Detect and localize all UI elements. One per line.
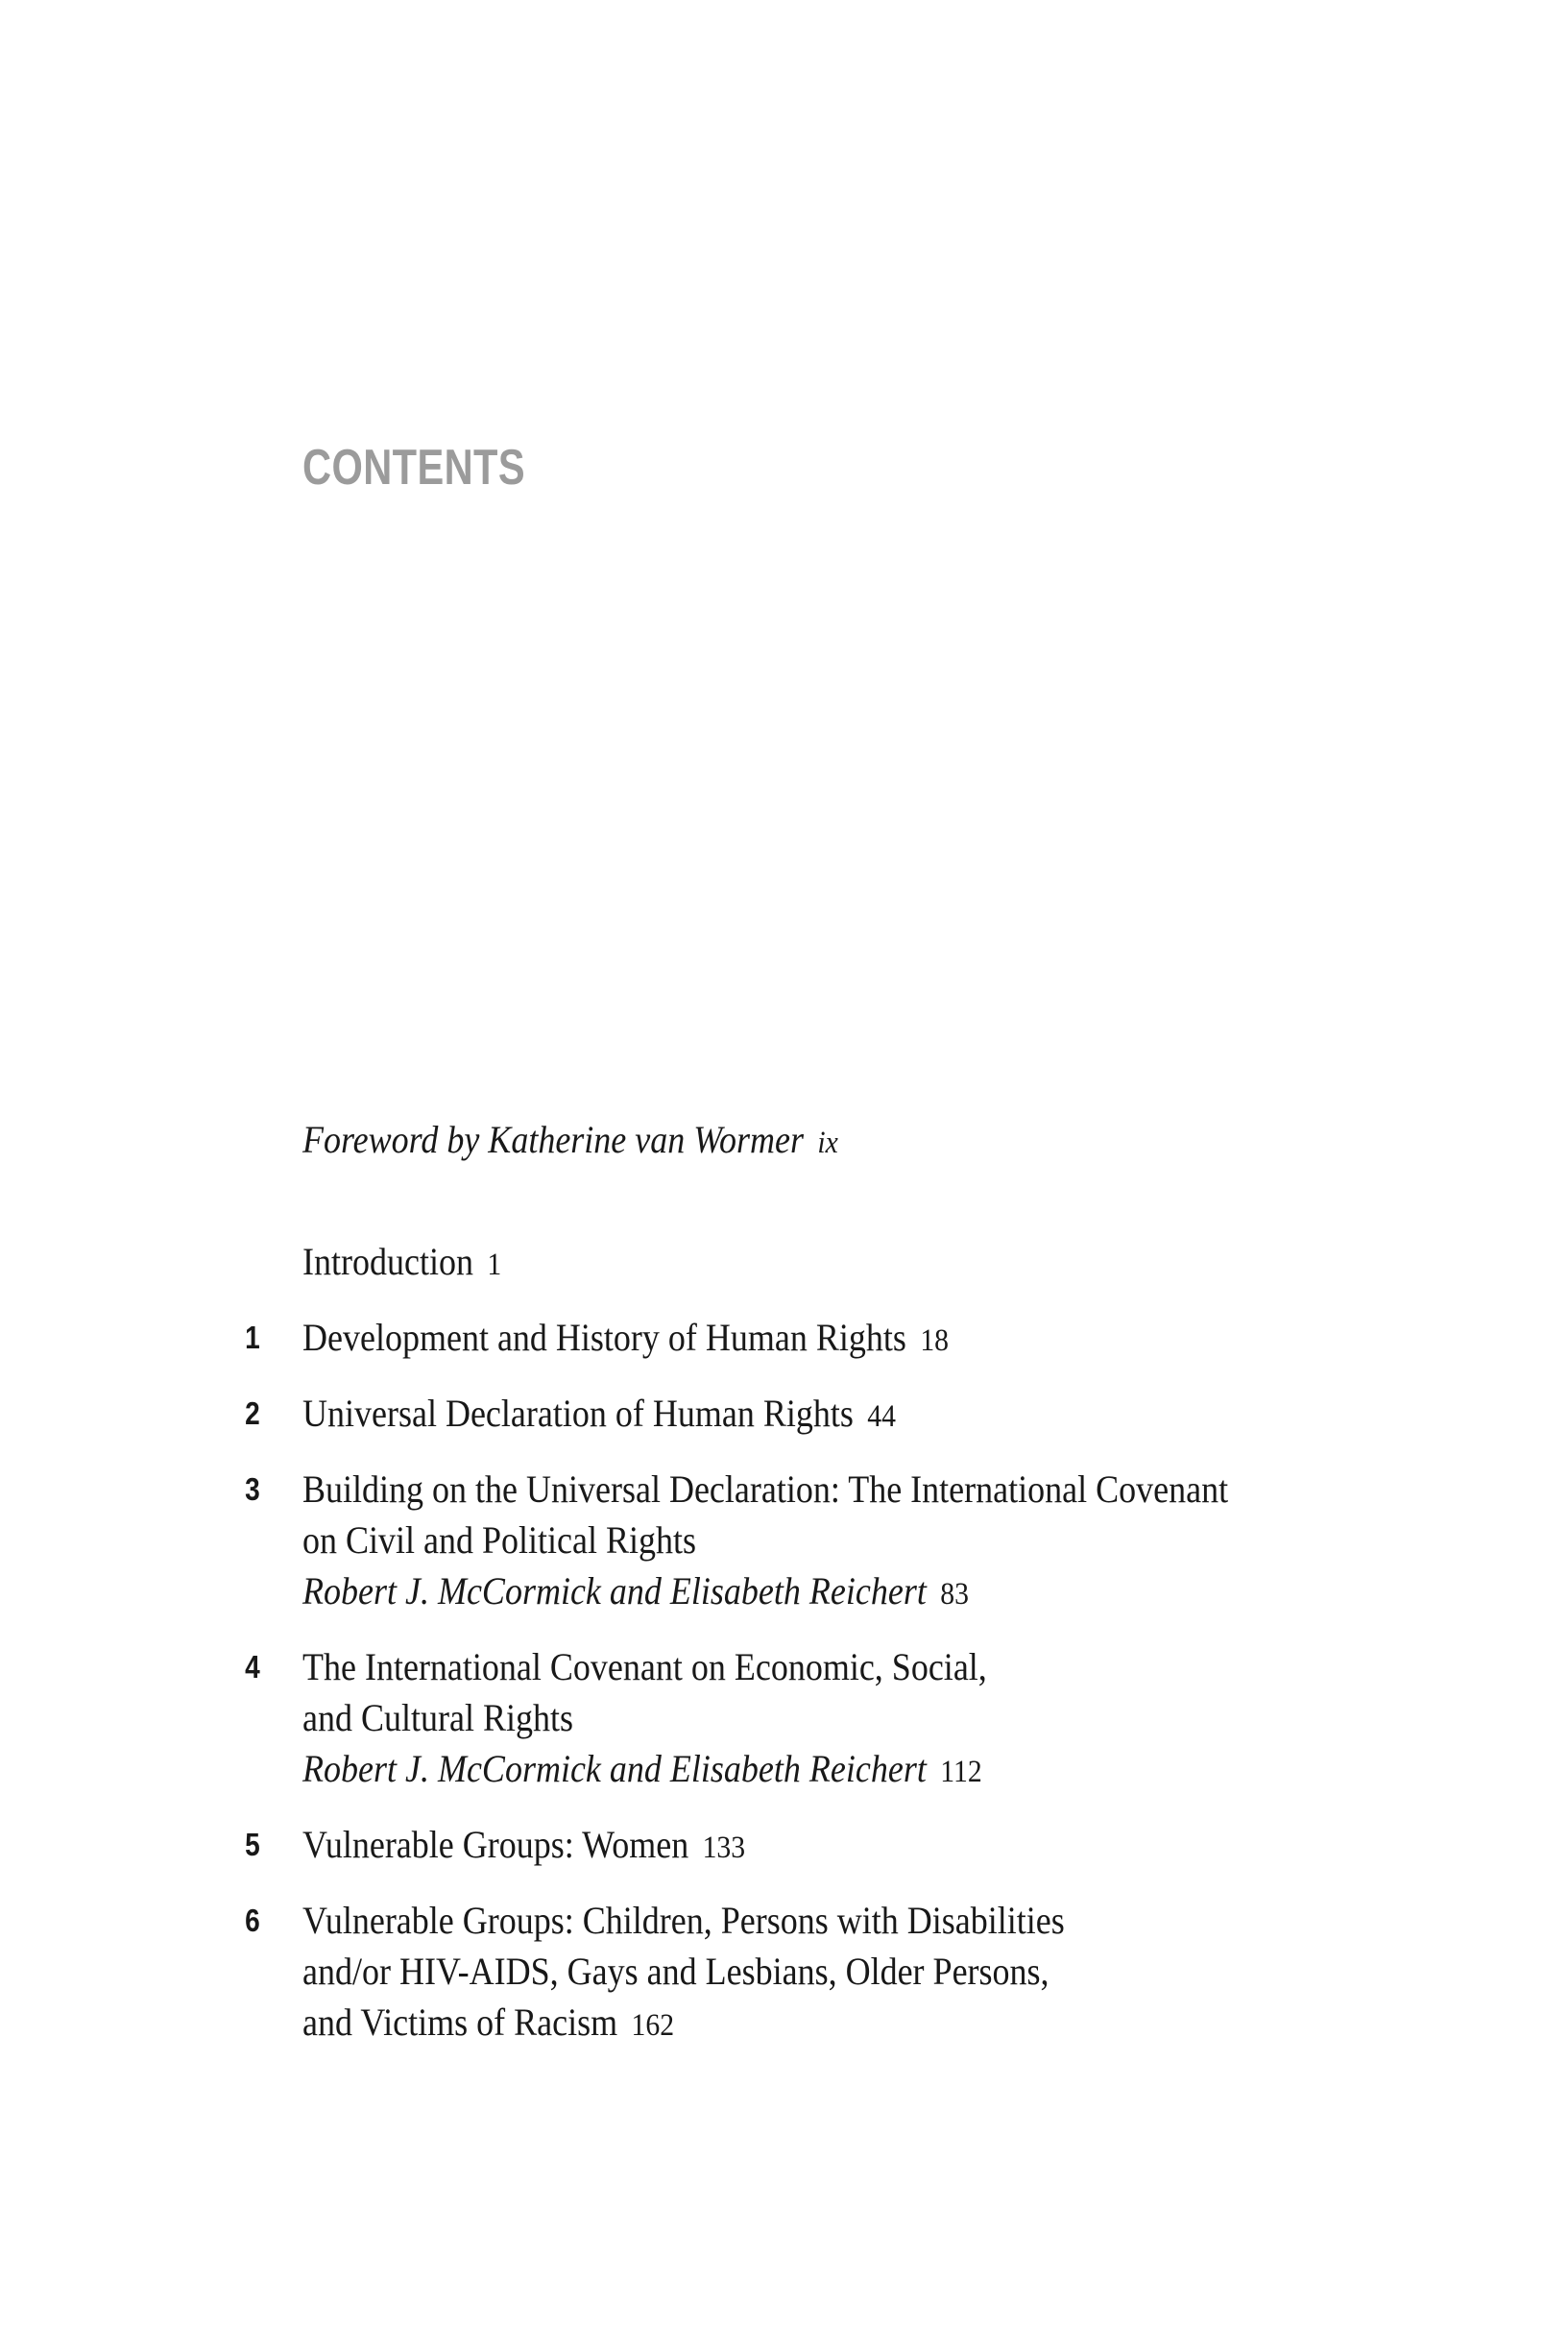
entry-title: Universal Declaration of Human Rights	[302, 1392, 854, 1435]
toc-entry-chapter-3	[240, 1464, 1527, 1616]
entry-title: The International Covenant on Economic, Social,	[302, 1645, 987, 1688]
entry-title: Vulnerable Groups: Women	[302, 1823, 689, 1866]
entry-line	[302, 1819, 1527, 1870]
entry-lines	[302, 1114, 1527, 1165]
entry-title: Introduction	[302, 1240, 473, 1283]
entry-line	[302, 1312, 1527, 1363]
entry-lines	[302, 1236, 1527, 1287]
toc-entry-chapter-2	[240, 1388, 1527, 1439]
toc-entry-chapter-5	[240, 1819, 1527, 1870]
entry-title: and Victims of Racism	[302, 2000, 618, 2044]
entry-title: Vulnerable Groups: Children, Persons with Disabilities	[302, 1899, 1065, 1942]
page-number: 18	[920, 1323, 950, 1358]
chapter-number: 6	[245, 1903, 260, 1938]
entry-title: and/or HIV-AIDS, Gays and Lesbians, Older Persons,	[302, 1950, 1049, 1993]
page-number: 44	[867, 1399, 896, 1434]
entry-lines	[302, 1895, 1527, 2048]
entry-line	[302, 1895, 1527, 1946]
entry-line	[302, 1464, 1527, 1515]
table-of-contents	[240, 1114, 1527, 2073]
toc-entry-chapter-1	[240, 1312, 1527, 1363]
entry-line	[302, 1641, 1527, 1692]
entry-authors-line	[302, 1743, 1527, 1794]
entry-line	[302, 1388, 1527, 1439]
entry-line	[302, 1236, 1527, 1287]
chapter-number: 1	[245, 1320, 260, 1355]
entry-title: Foreword by Katherine van Wormer	[302, 1118, 804, 1161]
entry-lines	[302, 1464, 1527, 1616]
entry-authors: Robert J. McCormick and Elisabeth Reichert	[302, 1747, 927, 1790]
page-number: 133	[702, 1831, 746, 1865]
toc-entry-foreword	[240, 1114, 1527, 1165]
toc-entry-introduction	[240, 1236, 1527, 1287]
page-title: CONTENTS	[302, 440, 525, 496]
entry-title: on Civil and Political Rights	[302, 1518, 697, 1562]
entry-authors-line	[302, 1565, 1527, 1616]
toc-entry-chapter-6	[240, 1895, 1527, 2048]
chapter-number: 5	[245, 1827, 260, 1862]
entry-line	[302, 1515, 1527, 1565]
entry-lines	[302, 1641, 1527, 1794]
chapter-number: 3	[245, 1471, 260, 1507]
entry-lines	[302, 1819, 1527, 1870]
entry-authors: Robert J. McCormick and Elisabeth Reichert	[302, 1569, 927, 1612]
entry-line	[302, 1692, 1527, 1743]
entry-line	[302, 1997, 1527, 2048]
chapter-number: 2	[245, 1395, 260, 1431]
entry-line	[302, 1946, 1527, 1997]
page-number: 83	[940, 1577, 969, 1612]
page-number: 112	[940, 1755, 982, 1789]
toc-entry-chapter-4	[240, 1641, 1527, 1794]
entry-title: and Cultural Rights	[302, 1696, 573, 1739]
page-number: 162	[631, 2008, 675, 2043]
page-number: ix	[817, 1126, 838, 1160]
entry-lines	[302, 1312, 1527, 1363]
entry-title: Building on the Universal Declaration: The International Covenant	[302, 1467, 1229, 1511]
chapter-number: 4	[245, 1649, 260, 1685]
entry-title: Development and History of Human Rights	[302, 1316, 906, 1359]
page-number: 1	[487, 1248, 502, 1282]
entry-line	[302, 1114, 1527, 1165]
entry-lines	[302, 1388, 1527, 1439]
